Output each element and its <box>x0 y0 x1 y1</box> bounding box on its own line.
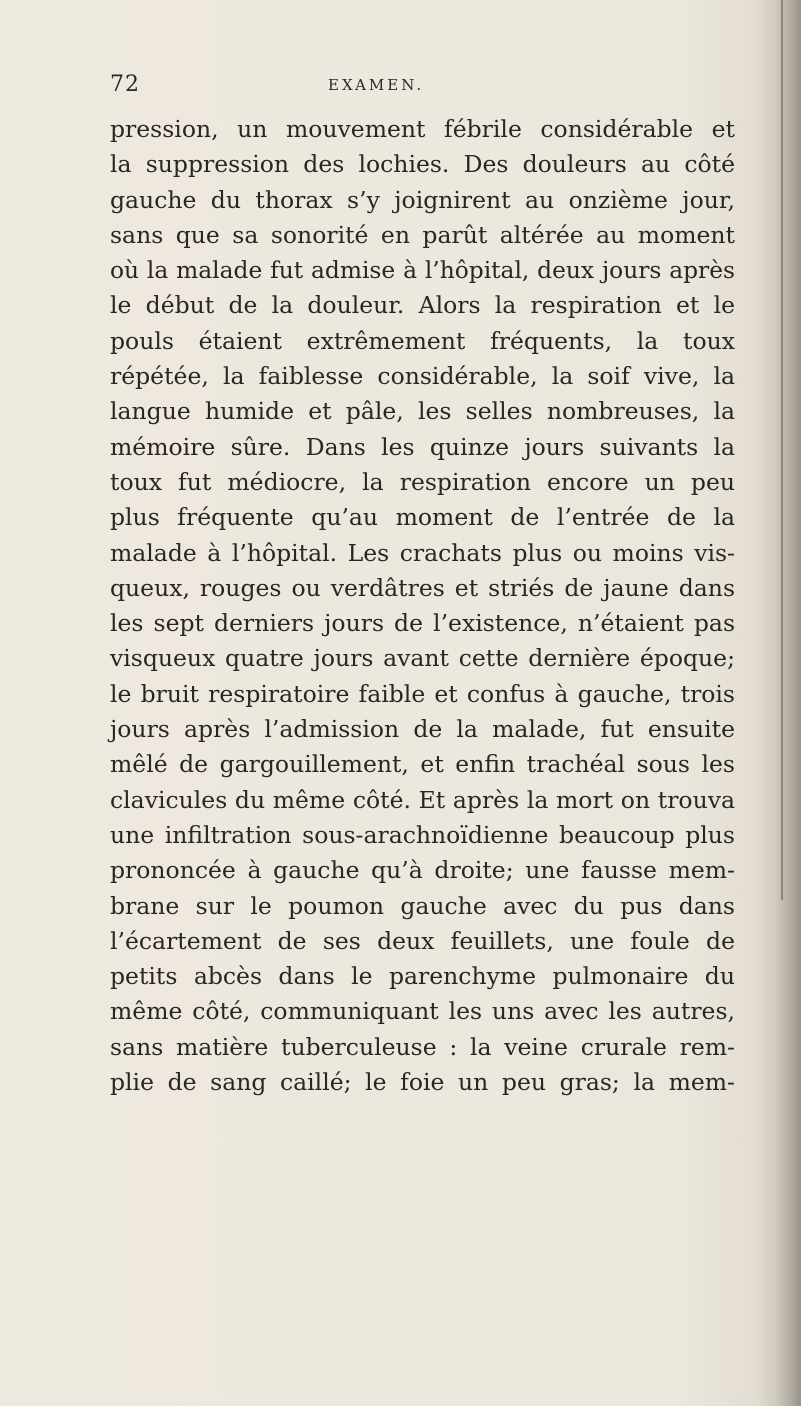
text-line: pression, un mouvement fébrile considérable et <box>110 115 735 143</box>
text-line: malade à l’hôpital. Les crachats plus ou moins vis- <box>110 538 735 567</box>
text-line: mêlé de gargouillement, et enfin trachéal sous les <box>110 750 735 779</box>
page-number: 72 <box>110 72 140 97</box>
text-line: le début de la douleur. Alors la respiration et le <box>110 291 735 320</box>
text-line: brane sur le poumon gauche avec du pus dans <box>110 891 735 920</box>
text-line: queux, rouges ou verdâtres et striés de jaune dans <box>110 573 735 602</box>
text-line: toux fut médiocre, la respiration encore un peu <box>110 467 735 496</box>
running-head <box>110 72 720 102</box>
text-line: pouls étaient extrêmement fréquents, la toux <box>110 326 735 355</box>
text-line: l’écartement de ses deux feuillets, une foule de <box>110 926 735 955</box>
text-line: jours après l’admission de la malade, fut ensuite <box>110 715 735 744</box>
text-line: les sept derniers jours de l’existence, n’étaient pas <box>110 609 735 638</box>
text-line: plie de sang caillé; le foie un peu gras; la mem- <box>110 1068 735 1097</box>
text-line: mémoire sûre. Dans les quinze jours suivants la <box>110 432 735 461</box>
text-line: même côté, communiquant les uns avec les autres, <box>110 997 735 1026</box>
text-line: clavicules du même côté. Et après la mort on trouva <box>110 785 735 814</box>
text-line: répétée, la faiblesse considérable, la soif vive, la <box>110 362 735 391</box>
text-line: où la malade fut admise à l’hôpital, deux jours après <box>110 256 735 285</box>
text-line: plus fréquente qu’au moment de l’entrée de la <box>110 503 735 532</box>
text-line: visqueux quatre jours avant cette dernière époque; <box>110 644 735 673</box>
text-line: petits abcès dans le parenchyme pulmonaire du <box>110 962 735 991</box>
text-line: sans que sa sonorité en parût altérée au moment <box>110 220 735 249</box>
gutter-line <box>781 0 783 900</box>
text-line: gauche du thorax s’y joignirent au onzième jour, <box>110 185 735 214</box>
text-line: sans matière tuberculeuse : la veine crurale rem- <box>110 1032 735 1061</box>
running-title: EXAMEN. <box>328 76 425 94</box>
text-line: la suppression des lochies. Des douleurs au côté <box>110 150 735 179</box>
text-line: langue humide et pâle, les selles nombreuses, la <box>110 397 735 426</box>
text-line: prononcée à gauche qu’à droite; une fausse mem- <box>110 856 735 885</box>
body-paragraph <box>110 112 735 1100</box>
text-line: le bruit respiratoire faible et confus à gauche, trois <box>110 679 735 708</box>
text-line: une infiltration sous-arachnoïdienne beaucoup plus <box>110 820 735 849</box>
page-gutter-shadow <box>757 0 801 1406</box>
